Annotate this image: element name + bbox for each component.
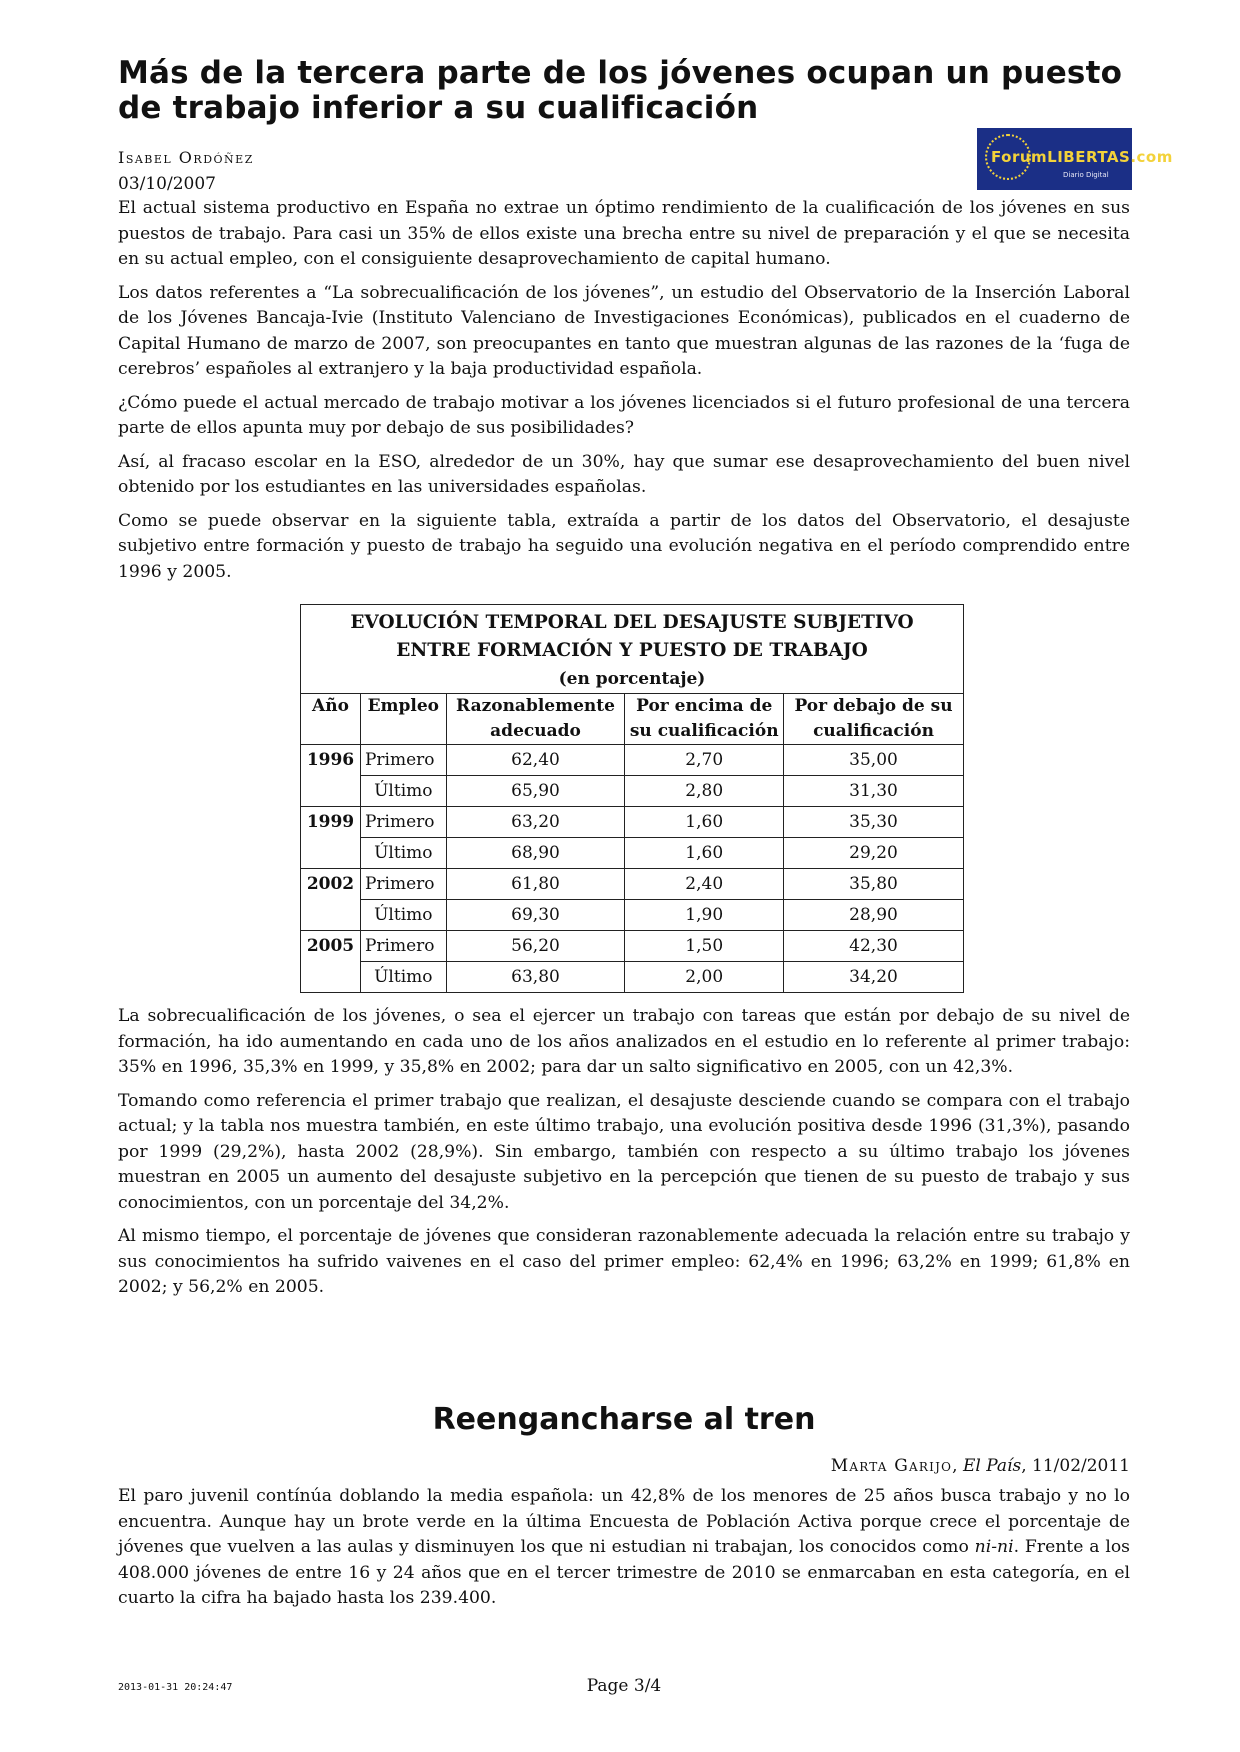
footer-timestamp: 2013-01-31 20:24:47 [118,1682,233,1693]
cell: Último [360,776,446,807]
article-analysis [118,1004,1130,1309]
section-title: Reengancharse al tren [432,1402,816,1437]
table-row [301,931,964,962]
caption-line: (en porcentaje) [558,669,706,689]
article2-body [118,1484,1130,1620]
paragraph-text: El paro juvenil contínúa doblando la media española: un 42,8% de los menores de 25 años busca trabajo y no lo encuentra. Aunque hay un brote verde en la última Encuesta de Población Activa porque crece el porcentaje de jóvenes que vuelven a las aulas y disminuyen los que ni estudian ni trabajan, los conocidos como [118,1486,1130,1557]
cell: 1,60 [625,807,784,838]
cell: 2,00 [625,962,784,993]
paragraph: Así, al fracaso escolar en la ESO, alrededor de un 30%, hay que sumar ese desaprovechamiento del buen nivel obtenido por los estudiantes en las universidades españolas. [118,451,1130,497]
cell: 1,50 [625,931,784,962]
logo-subtitle: Diario Digital [1063,171,1109,179]
paragraph: Tomando como referencia el primer trabajo que realizan, el desajuste desciende cuando se compara con el trabajo actual; y la tabla nos muestra también, en este último trabajo, una evolución positiva desde 1996 (31,3%), pasando por 1999 (29,2%), hasta 2002 (28,9%). Sin embargo, también con respecto a su último trabajo los jóvenes muestran en 2005 un aumento del desajuste subjetivo en la percepción que tienen de su puesto de trabajo y sus conocimientos, con un porcentaje del 34,2%. [118,1090,1130,1213]
article2-source: El País [962,1456,1022,1476]
cell: 68,90 [446,838,625,869]
article2-date: 11/02/2011 [1032,1456,1130,1476]
cell: 62,40 [446,745,625,776]
cell: 69,30 [446,900,625,931]
table-row [301,838,964,869]
caption-line: EVOLUCIÓN TEMPORAL DEL DESAJUSTE SUBJETIVO [350,612,914,633]
paragraph: El actual sistema productivo en España no extrae un óptimo rendimiento de la cualificación de los jóvenes en sus puestos de trabajo. Para casi un 35% de ellos existe una brecha entre su nivel de preparación y el que se necesita en su actual empleo, con el consiguiente desaprovechamiento de capital humano. [118,198,1130,269]
article2-author: Marta Garijo [830,1456,953,1476]
paragraph: Como se puede observar en la siguiente tabla, extraída a partir de los datos del Observatorio, el desajuste subjetivo entre formación y puesto de trabajo ha seguido una evolución negativa en el período comprendido entre 1996 y 2005. [118,510,1130,582]
table-row [301,900,964,931]
table-caption-row [301,605,964,694]
table-row [301,745,964,776]
year-cell: 2005 [301,931,361,993]
cell: 35,00 [784,745,964,776]
cell: 2,70 [625,745,784,776]
cell: 35,30 [784,807,964,838]
paragraph: Al mismo tiempo, el porcentaje de jóvenes que consideran razonablemente adecuada la relación entre su trabajo y sus conocimientos ha sufrido vaivenes en el caso del primer empleo: 62,4% en 1996; 63,2% en 1999; 61,8% en 2002; y 56,2% en 2005. [118,1226,1130,1297]
cell: 61,80 [446,869,625,900]
cell: 2,80 [625,776,784,807]
page-number: Page 3/4 [586,1676,662,1696]
article-intro [118,196,1130,593]
caption-line: ENTRE FORMACIÓN Y PUESTO DE TRABAJO [396,640,868,661]
article-title: Más de la tercera parte de los jóvenes ocupan un puesto de trabajo inferior a su cualificación [118,55,1123,126]
header-year: Año [301,694,361,745]
table-row [301,962,964,993]
table-caption [301,605,964,694]
cell: 34,20 [784,962,964,993]
paragraph: ¿Cómo puede el actual mercado de trabajo motivar a los jóvenes licenciados si el futuro profesional de una tercera parte de ellos apunta muy por debajo de sus posibilidades? [118,392,1130,438]
paragraph: La sobrecualificación de los jóvenes, o sea el ejercer un trabajo con tareas que están por debajo de su nivel de formación, ha ido aumentando en cada uno de los años analizados en el estudio en lo referente al primer trabajo: 35% en 1996, 35,3% en 1999, y 35,8% en 2002; para dar un salto significativo en 2005, con un 42,3%. [118,1006,1130,1077]
year-cell: 1999 [301,807,361,869]
header-empleo: Empleo [360,694,446,745]
table-row [301,869,964,900]
cell: Último [360,838,446,869]
cell: Primero [360,931,446,962]
year-cell: 2002 [301,869,361,931]
cell: 1,60 [625,838,784,869]
cell: 1,90 [625,900,784,931]
header-encima: Por encima de su cualificación [625,694,784,745]
logo-name: ForumLIBERTAS.com [991,148,1173,166]
article2-byline: Marta Garijo, El País, 11/02/2011 [830,1456,1130,1476]
paragraph [118,1484,1130,1612]
cell: Primero [360,745,446,776]
cell: 56,20 [446,931,625,962]
table-row [301,807,964,838]
cell: 31,30 [784,776,964,807]
cell: Primero [360,807,446,838]
cell: Último [360,900,446,931]
cell: 65,90 [446,776,625,807]
cell: Primero [360,869,446,900]
forumlibertas-logo [977,128,1173,190]
cell: 35,80 [784,869,964,900]
article-author [118,148,254,167]
article-date: 03/10/2007 [118,174,216,194]
year-cell: 1996 [301,745,361,807]
cell: 2,40 [625,869,784,900]
paragraph-emphasis: ni-ni [974,1537,1014,1557]
table-row [301,776,964,807]
header-adecuado: Razonablemente adecuado [446,694,625,745]
cell: 63,80 [446,962,625,993]
paragraph-text: . Frente a los 408.000 jóvenes de entre 16 y 24 años que en el tercer trimestre de 2010 se enmarcaban en esta categoría, en el cuarto la cifra ha bajado hasta los 239.400. [118,1537,1130,1608]
paragraph: Los datos referentes a “La sobrecualificación de los jóvenes”, un estudio del Observatorio de la Inserción Laboral de los Jóvenes Bancaja-Ivie (Instituto Valenciano de Investigaciones Económicas), publicados en el cuaderno de Capital Humano de marzo de 2007, son preocupantes en tanto que muestran algunas de las razones de la ‘fuga de cerebros’ españoles al extranjero y la baja productividad española. [118,282,1130,379]
cell: 42,30 [784,931,964,962]
header-debajo: Por debajo de su cualificación [784,694,964,745]
cell: 28,90 [784,900,964,931]
cell: Último [360,962,446,993]
cell: 63,20 [446,807,625,838]
data-table [300,604,964,993]
table-header-row [301,694,964,745]
author-name: Isabel Ordóñez [118,148,254,167]
cell: 29,20 [784,838,964,869]
